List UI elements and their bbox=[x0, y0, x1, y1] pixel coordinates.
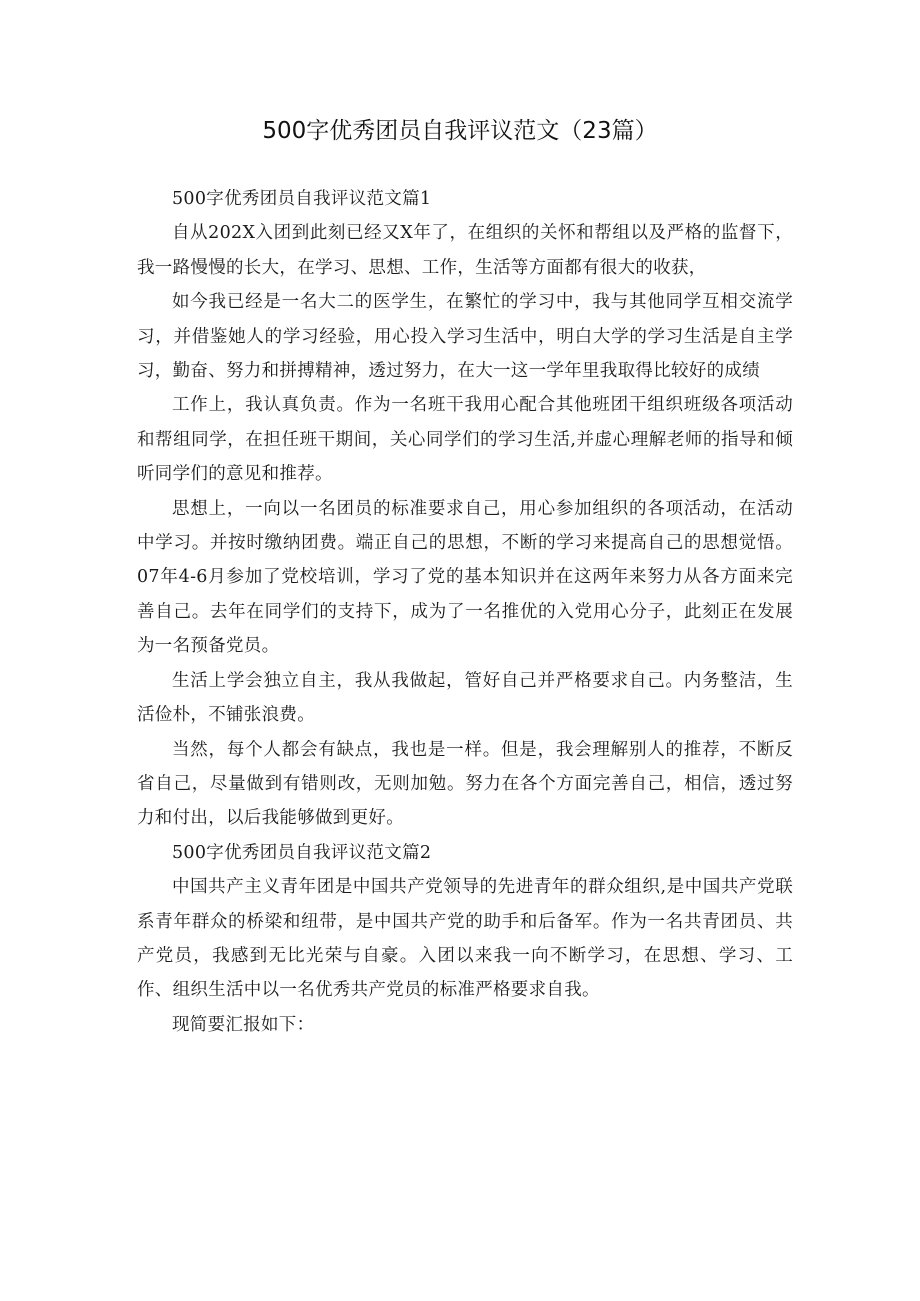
paragraph: 当然，每个人都会有缺点，我也是一样。但是，我会理解别人的推荐，不断反省自己，尽量做到有错则改，无则加勉。努力在各个方面完善自己，相信，透过努力和付出，以后我能够做到更好。 bbox=[137, 739, 793, 829]
document-title: 500字优秀团员自我评议范文（23篇） bbox=[262, 118, 658, 144]
document-body bbox=[137, 182, 793, 1042]
paragraph: 生活上学会独立自主，我从我做起，管好自己并严格要求自己。内务整洁，生活俭朴，不铺张浪费。 bbox=[137, 670, 793, 726]
paragraph: 自从202X入团到此刻已经又X年了，在组织的关怀和帮组以及严格的监督下，我一路慢慢的长大，在学习、思想、工作，生活等方面都有很大的收获， bbox=[137, 223, 793, 278]
paragraph: 现简要汇报如下： bbox=[172, 1014, 315, 1035]
paragraph: 如今我已经是一名大二的医学生，在繁忙的学习中，我与其他同学互相交流学习，并借鉴她人的学习经验，用心投入学习生活中，明白大学的学习生活是自主学习，勤奋、努力和拼搏精神，透过努力，在大一这一学年里我取得比较好的成绩 bbox=[137, 292, 793, 382]
paragraph: 思想上，一向以一名团员的标准要求自己，用心参加组织的各项活动，在活动中学习。并按时缴纳团费。端正自己的思想，不断的学习来提高自己的思想觉悟。07年4-6月参加了党校培训，学习了党的基本知识并在这两年来努力从各方面来完善自己。去年在同学们的支持下，成为了一名推优的入党用心分子，此刻正在发展为一名预备党员。 bbox=[137, 498, 793, 657]
section-heading-1: 500字优秀团员自我评议范文篇1 bbox=[172, 189, 432, 209]
paragraph: 工作上，我认真负责。作为一名班干我用心配合其他班团干组织班级各项活动和帮组同学，在担任班干期间，关心同学们的学习生活,并虚心理解老师的指导和倾听同学们的意见和推荐。 bbox=[137, 395, 793, 485]
paragraph: 中国共产主义青年团是中国共产党领导的先进青年的群众组织,是中国共产党联系青年群众的桥梁和纽带，是中国共产党的助手和后备军。作为一名共青团员、共产党员，我感到无比光荣与自豪。入团以来我一向不断学习，在思想、学习、工作、组织生活中以一名优秀共产党员的标准严格要求自我。 bbox=[137, 877, 793, 1001]
section-heading-2: 500字优秀团员自我评议范文篇2 bbox=[172, 842, 432, 863]
